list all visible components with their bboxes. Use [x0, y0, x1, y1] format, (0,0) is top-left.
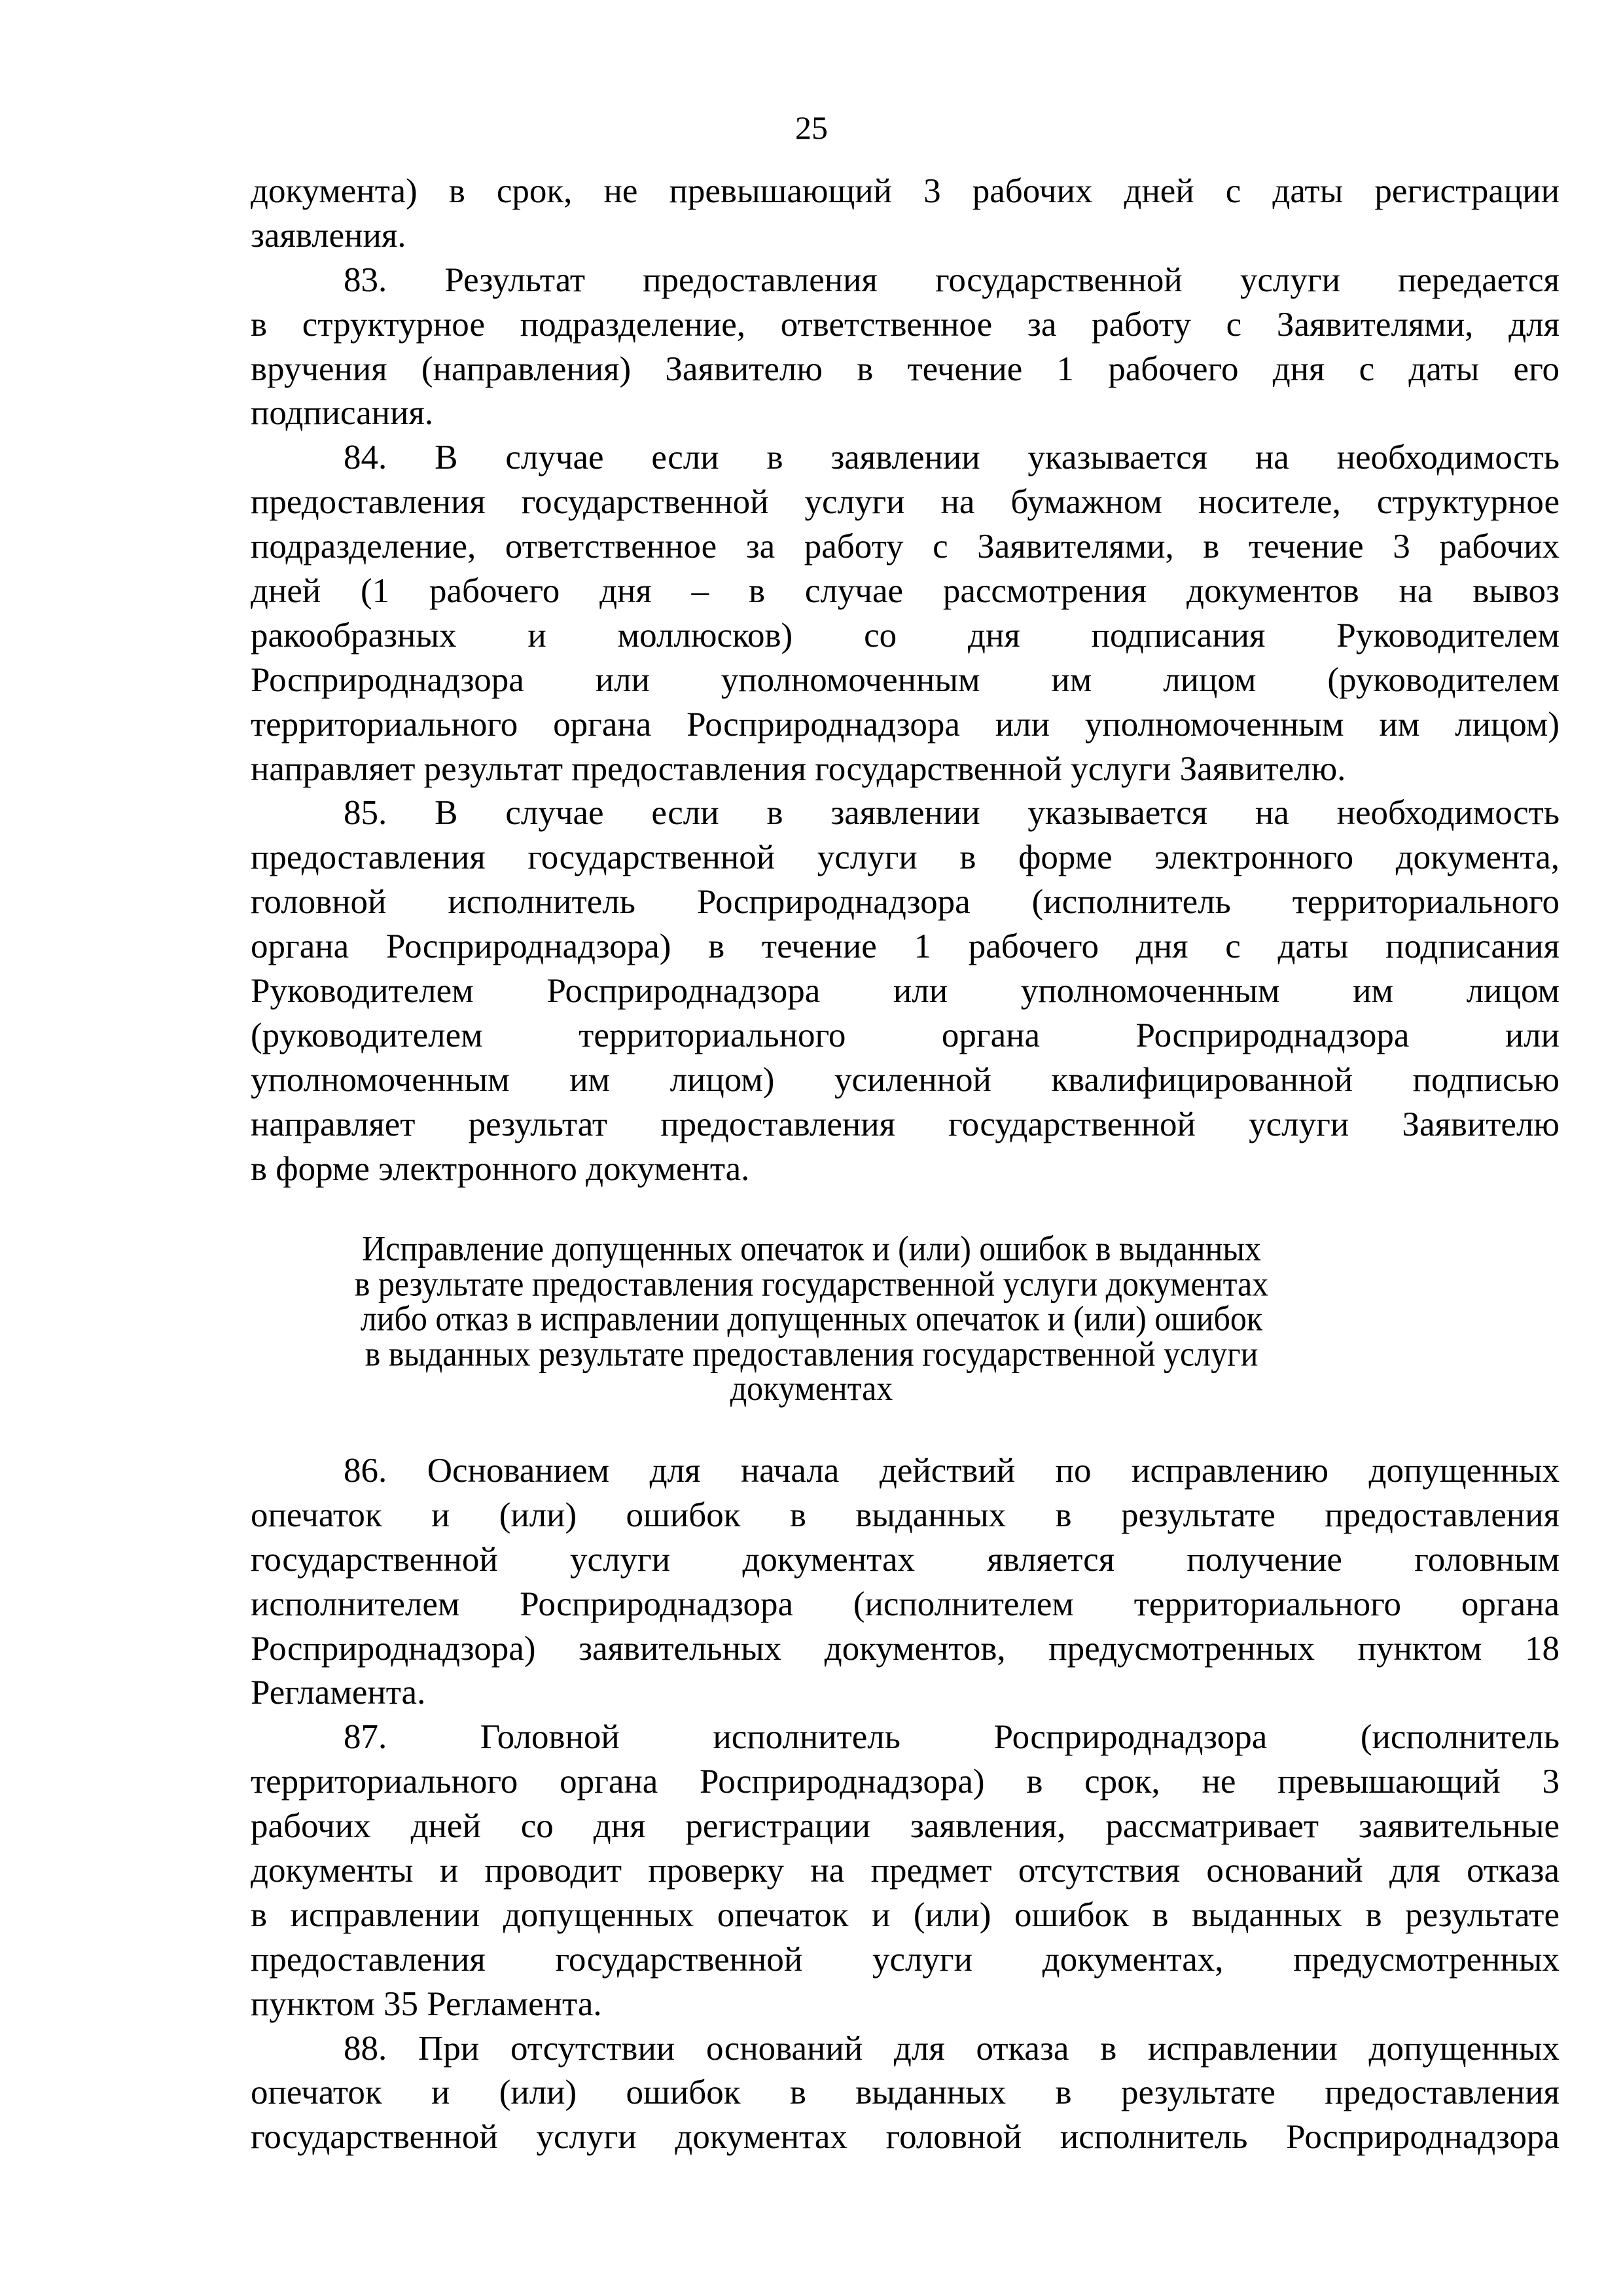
text-line: направляет результат предоставления государственной услуги Заявителю [251, 1105, 1560, 1143]
section-heading [314, 1228, 1309, 1408]
text-line: подписания. [251, 394, 434, 433]
text-line: государственной услуги документах головной исполнитель Росприроднадзора [251, 2118, 1560, 2157]
paragraph [251, 1715, 1560, 2026]
paragraph [251, 1449, 1560, 1715]
text-line: вручения (направления) Заявителю в течение 1 рабочего дня с даты его [251, 350, 1560, 388]
paragraph [251, 2027, 1560, 2161]
text-line: территориального органа Росприроднадзора) в срок, не превышающий 3 [251, 1763, 1560, 1801]
text-line: рабочих дней со дня регистрации заявления, рассматривает заявительные [251, 1807, 1560, 1846]
text-line: пунктом 35 Регламента. [251, 1984, 602, 2023]
page-number: 25 [795, 109, 828, 146]
heading-line: в выданных результате предоставления государственной услуги [365, 1333, 1258, 1373]
text-line: органа Росприроднадзора) в течение 1 рабочего дня с даты подписания [251, 927, 1560, 966]
text-line: предоставления государственной услуги на бумажном носителе, структурное [251, 483, 1560, 522]
paragraph [251, 170, 1560, 259]
text-line: Регламента. [251, 1674, 426, 1712]
text-line: 87. Головной исполнитель Росприроднадзора (исполнитель [344, 1718, 1560, 1757]
text-line: исполнителем Росприроднадзора (исполнителем территориального органа [251, 1585, 1560, 1623]
text-line: Росприроднадзора или уполномоченным им лицом (руководителем [251, 660, 1560, 699]
heading-line: Исправление допущенных опечаток и (или) ошибок в выданных [362, 1228, 1261, 1268]
heading-line: документах [730, 1369, 893, 1408]
paragraph [251, 791, 1560, 1191]
text-line: уполномоченным им лицом) усиленной квалифицированной подписью [251, 1060, 1560, 1099]
text-line: заявления. [251, 216, 406, 255]
text-line: документы и проводит проверку на предмет отсутствия оснований для отказа [251, 1852, 1560, 1890]
heading-line: в результате предоставления государственной услуги документах [354, 1263, 1269, 1303]
text-line: документа) в срок, не превышающий 3 рабочих дней с даты регистрации [251, 172, 1560, 210]
section-2-paragraphs [251, 1449, 1560, 2160]
heading-line: либо отказ в исправлении допущенных опечаток и (или) ошибок [360, 1298, 1263, 1338]
text-line: 86. Основанием для начала действий по исправлению допущенных [344, 1452, 1560, 1490]
text-line: головной исполнитель Росприроднадзора (исполнитель территориального [251, 883, 1560, 922]
text-line: подразделение, ответственное за работу с Заявителями, в течение 3 рабочих [251, 528, 1560, 566]
text-line: 88. При отсутствии оснований для отказа в исправлении допущенных [344, 2029, 1560, 2068]
text-line: 84. В случае если в заявлении указывается на необходимость [344, 439, 1560, 477]
text-line: предоставления государственной услуги документах, предусмотренных [251, 1940, 1560, 1979]
text-line: Росприроднадзора) заявительных документов, предусмотренных пунктом 18 [251, 1629, 1560, 1668]
text-line: в исправлении допущенных опечаток и (или) ошибок в выданных в результате [251, 1895, 1560, 1934]
text-line: предоставления государственной услуги в форме электронного документа, [251, 838, 1560, 877]
text-line: Руководителем Росприроднадзора или уполномоченным им лицом [251, 972, 1560, 1011]
section-1-paragraphs [251, 170, 1560, 1191]
paragraph [251, 259, 1560, 437]
text-line: опечаток и (или) ошибок в выданных в результате предоставления [251, 1496, 1560, 1534]
text-line: в форме электронного документа. [251, 1149, 750, 1188]
text-line: государственной услуги документах является получение головным [251, 1540, 1560, 1579]
text-line: 83. Результат предоставления государственной услуги передается [344, 260, 1560, 299]
text-line: 85. В случае если в заявлении указывается на необходимость [344, 794, 1560, 833]
text-line: в структурное подразделение, ответственное за работу с Заявителями, для [251, 305, 1560, 344]
text-line: (руководителем территориального органа Росприроднадзора или [251, 1016, 1560, 1054]
text-line: ракообразных и моллюсков) со дня подписания Руководителем [251, 616, 1560, 655]
text-line: территориального органа Росприроднадзора или уполномоченным им лицом) [251, 705, 1560, 744]
paragraph [251, 436, 1560, 791]
text-line: дней (1 рабочего дня – в случае рассмотрения документов на вывоз [251, 572, 1560, 611]
text-line: опечаток и (или) ошибок в выданных в результате предоставления [251, 2073, 1560, 2112]
text-line: направляет результат предоставления государственной услуги Заявителю. [251, 749, 1346, 788]
